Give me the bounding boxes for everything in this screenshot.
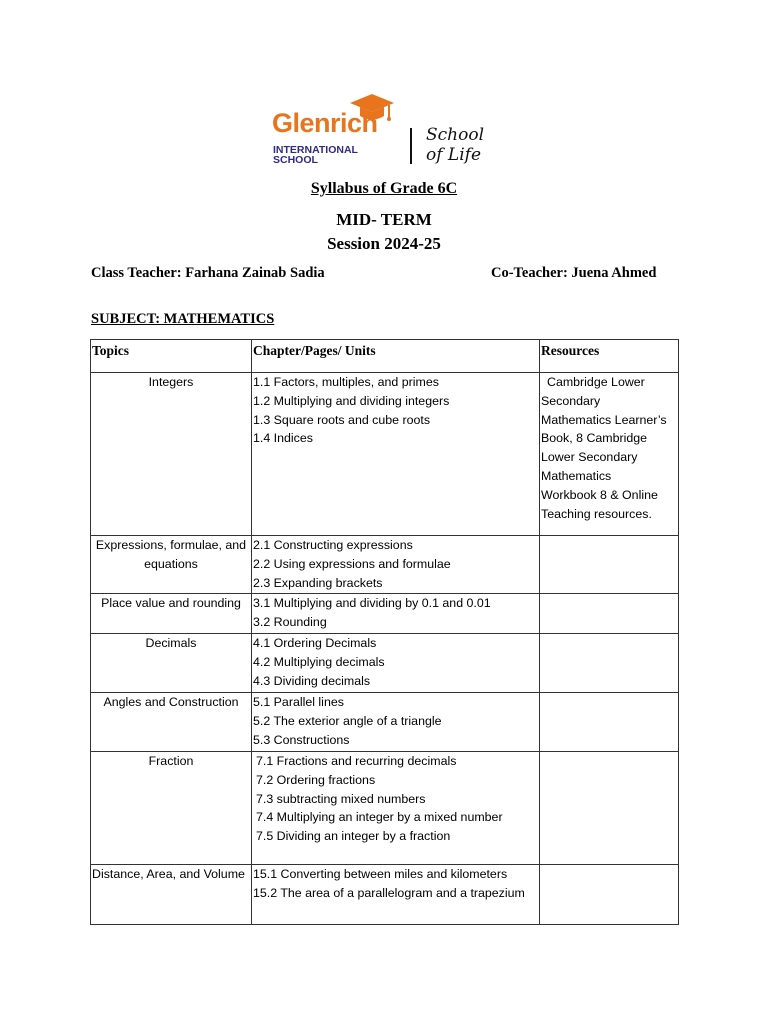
header-resources: Resources [540,340,679,373]
resource-line: Cambridge Lower [547,375,645,389]
unit-item: 5.3 Constructions [253,732,350,747]
resources-cell [540,693,679,752]
logo-subtitle-1: INTERNATIONAL [273,144,358,156]
subject-heading: SUBJECT: MATHEMATICS [91,311,275,327]
units-cell [252,634,540,693]
topic-cell: Decimals [91,634,252,693]
topic-cell: Integers [91,373,252,536]
units-cell [252,865,540,925]
header-topics: Topics [91,340,252,373]
resource-line: Secondary [541,393,601,408]
resource-line: Mathematics Learner’s [541,412,667,427]
unit-item: 7.1 Fractions and recurring decimals [256,754,457,768]
unit-item: 7.3 subtracting mixed numbers [256,791,426,806]
table-row [91,752,679,865]
table-header-row [91,340,679,373]
term-title: MID- TERM [336,210,432,229]
resource-line: Workbook 8 & Online [541,487,658,502]
resources-cell [540,634,679,693]
syllabus-table [90,339,679,925]
unit-item: 4.3 Dividing decimals [253,673,371,688]
unit-item: 2.1 Constructing expressions [253,538,413,552]
unit-item: 4.2 Multiplying decimals [253,654,385,669]
unit-item: 3.2 Rounding [253,614,327,629]
syllabus-title: Syllabus of Grade 6C [310,180,458,197]
logo-divider [410,128,412,164]
table-row [91,865,679,925]
table-row [91,536,679,594]
unit-item: 5.1 Parallel lines [253,695,344,709]
table-row [91,634,679,693]
logo-name: Glenrich [272,108,378,138]
logo-tagline-2: of Life [426,145,482,165]
resources-cell [540,536,679,594]
co-teacher: Co-Teacher: Juena Ahmed [491,265,657,281]
resources-cell [540,373,679,536]
units-cell [252,752,540,865]
topic-cell: Expressions, formulae, and equations [91,536,252,594]
unit-item: 3.1 Multiplying and dividing by 0.1 and 0.01 [253,596,491,610]
resources-cell [540,752,679,865]
resource-line: Lower Secondary [541,450,638,465]
units-cell [252,536,540,594]
topic-cell: Fraction [91,752,252,865]
unit-item: 1.4 Indices [253,431,313,446]
unit-item: 7.5 Dividing an integer by a fraction [256,829,451,844]
unit-item: 5.2 The exterior angle of a triangle [253,713,442,728]
logo-subtitle-2: SCHOOL [273,154,318,166]
unit-item: 15.1 Converting between miles and kilometers [253,867,508,881]
unit-item: 2.2 Using expressions and formulae [253,556,451,571]
unit-item: 4.1 Ordering Decimals [253,636,377,650]
units-cell [252,594,540,634]
class-teacher: Class Teacher: Farhana Zainab Sadia [91,265,325,281]
unit-item: 2.3 Expanding brackets [253,575,383,590]
session-title: Session 2024-25 [327,234,441,253]
table-row [91,594,679,634]
resources-cell [540,865,679,925]
unit-item: 7.4 Multiplying an integer by a mixed number [256,810,503,825]
topic-cell: Distance, Area, and Volume [91,865,252,925]
unit-item: 7.2 Ordering fractions [256,772,376,787]
units-cell [252,373,540,536]
topic-cell: Place value and rounding [91,594,252,634]
school-logo [272,92,502,168]
unit-item: 1.2 Multiplying and dividing integers [253,393,450,408]
unit-item: 1.1 Factors, multiples, and primes [253,375,439,389]
logo-tagline-1: School [426,125,485,145]
topic-cell: Angles and Construction [91,693,252,752]
resource-line: Book, 8 Cambridge [541,431,648,446]
unit-item: 15.2 The area of a parallelogram and a trapezium [253,885,525,900]
resources-cell [540,594,679,634]
table-row [91,373,679,536]
header-units: Chapter/Pages/ Units [252,340,540,373]
resource-line: Mathematics [541,468,612,483]
table-row [91,693,679,752]
units-cell [252,693,540,752]
unit-item: 1.3 Square roots and cube roots [253,412,431,427]
resource-line: Teaching resources. [541,506,652,521]
